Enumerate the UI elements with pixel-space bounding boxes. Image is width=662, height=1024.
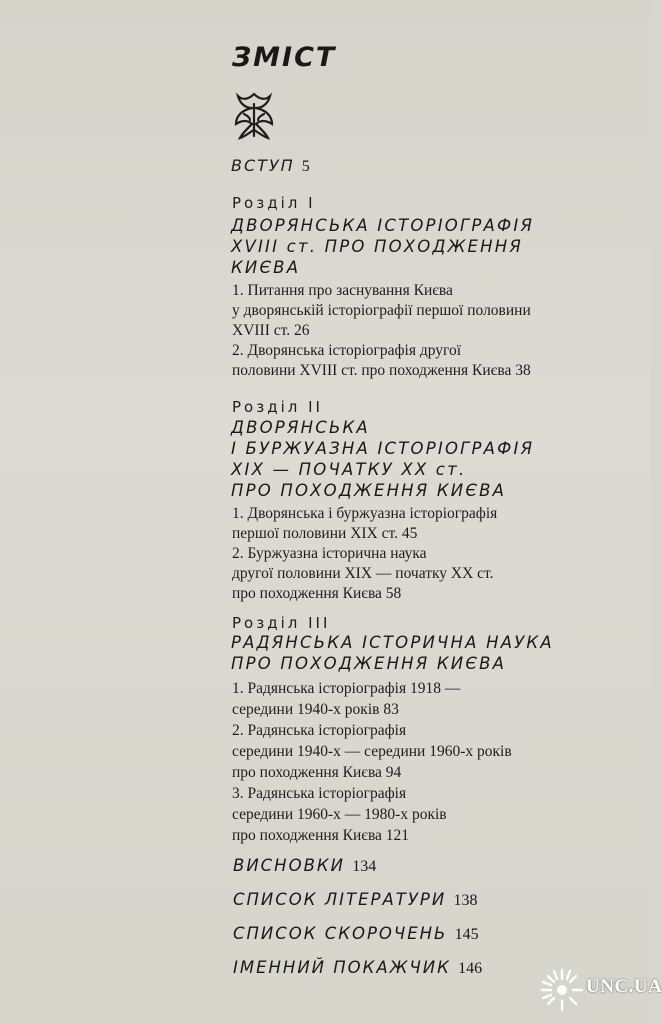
- section-2-item-2-line-3: про походження Києва 58: [232, 585, 402, 602]
- section-2-item-1-line-1: 1. Дворянська і буржуазна історіографія: [232, 505, 498, 522]
- section-3-item-2-line-2: середини 1940-х — середини 1960-х років: [232, 743, 512, 760]
- intro-label: ВСТУП: [231, 156, 295, 175]
- section-2-item-1-line-2: першої половини XIX ст. 45: [232, 525, 418, 542]
- endmatter-literature-page: 138: [453, 892, 478, 909]
- section-1-item-1-line-1: 1. Питання про заснування Києва: [232, 282, 453, 299]
- endmatter-abbreviations: [233, 924, 479, 944]
- section-3-item-2-line-3: про походження Києва 94: [232, 764, 402, 781]
- section-2-title-line-2: І БУРЖУАЗНА ІСТОРІОГРАФІЯ: [231, 439, 535, 458]
- section-3-item-3-line-1: 3. Радянська історіографія: [232, 785, 407, 802]
- sunburst-logo-icon: [540, 968, 584, 1012]
- section-2-item-2-line-1: 2. Буржуазна історична наука: [232, 545, 427, 562]
- watermark: [538, 962, 662, 1018]
- endmatter-abbreviations-page: 145: [454, 926, 479, 943]
- section-2-item-2-line-2: другої половини XIX — початку XX ст.: [232, 565, 494, 582]
- section-2-title-line-3: XIX — ПОЧАТКУ XX ст.: [231, 460, 467, 479]
- section-2-title-line-1: ДВОРЯНСЬКА: [231, 418, 370, 437]
- section-3-item-1-line-1: 1. Радянська історіографія 1918 —: [232, 680, 461, 697]
- endmatter-literature-label: СПИСОК ЛІТЕРАТУРИ: [233, 890, 447, 909]
- section-3-label: Розділ III: [232, 614, 331, 632]
- endmatter-abbreviations-label: СПИСОК СКОРОЧЕНЬ: [233, 924, 448, 943]
- section-1-title-line-3: КИЄВА: [231, 258, 301, 277]
- endmatter-conclusions-label: ВИСНОВКИ: [233, 856, 345, 875]
- section-2-title-line-4: ПРО ПОХОДЖЕННЯ КИЄВА: [231, 481, 507, 500]
- endmatter-literature: [233, 890, 477, 910]
- section-1-title-line-2: XVIII ст. ПРО ПОХОДЖЕННЯ: [231, 237, 524, 256]
- endmatter-name-index-label: ІМЕННИЙ ПОКАЖЧИК: [233, 958, 451, 977]
- section-3-item-3-line-3: про походження Києва 121: [232, 827, 410, 844]
- endmatter-name-index-page: 146: [458, 960, 483, 977]
- section-3-item-3-line-2: середини 1960-х — 1980-х років: [232, 806, 447, 823]
- section-3-item-2-line-1: 2. Радянська історіографія: [232, 722, 407, 739]
- endmatter-conclusions-page: 134: [352, 858, 377, 875]
- intro-page: 5: [301, 158, 310, 175]
- endmatter-name-index: [233, 958, 482, 978]
- watermark-text: UNC.UA: [586, 976, 662, 997]
- section-1-item-2-line-1: 2. Дворянська історіографія другої: [232, 342, 462, 359]
- page-title: ЗМІСТ: [232, 42, 337, 73]
- section-1-label: Розділ I: [232, 194, 316, 212]
- section-1-item-2-line-2: половини XVIII ст. про походження Києва 38: [232, 362, 531, 379]
- section-3-item-1-line-2: середини 1940-х років 83: [232, 701, 399, 718]
- section-3-title-line-2: ПРО ПОХОДЖЕННЯ КИЄВА: [231, 654, 507, 673]
- section-1-title-line-1: ДВОРЯНСЬКА ІСТОРІОГРАФІЯ: [231, 216, 535, 235]
- section-3-title-line-1: РАДЯНСЬКА ІСТОРИЧНА НАУКА: [231, 633, 554, 652]
- section-1-item-1-line-2: у дворянській історіографії першої половини: [232, 302, 531, 319]
- intro-entry: [231, 156, 310, 176]
- section-1-item-1-line-3: XVIII ст. 26: [232, 322, 310, 339]
- floral-ornament-icon: [230, 90, 278, 142]
- endmatter-conclusions: [233, 856, 376, 876]
- section-2-label: Розділ II: [232, 398, 323, 416]
